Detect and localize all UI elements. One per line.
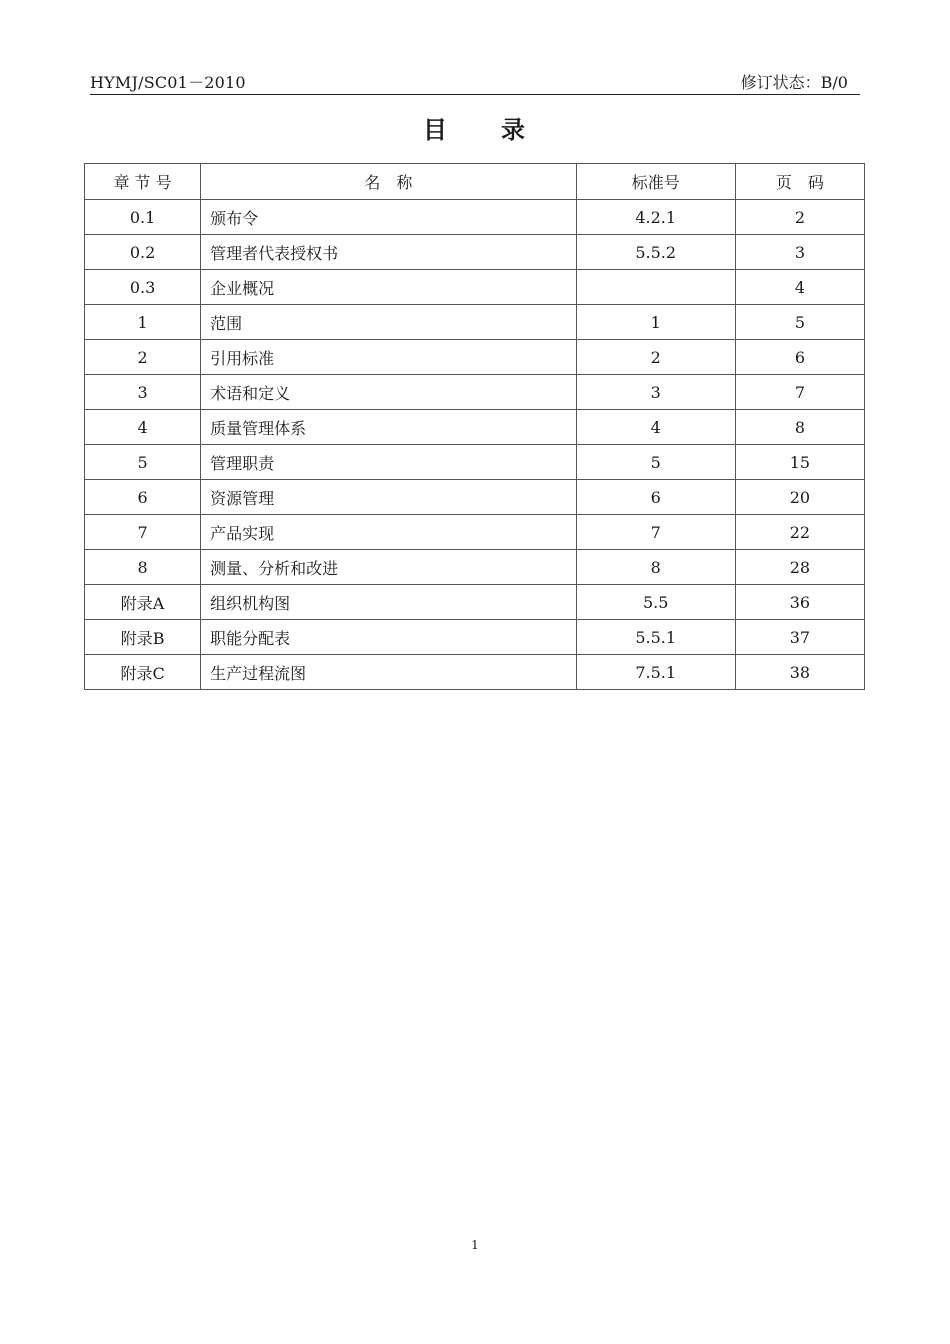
cell-name: 质量管理体系 bbox=[201, 410, 576, 445]
table-row bbox=[85, 480, 865, 515]
cell-page: 28 bbox=[735, 550, 864, 585]
table-row bbox=[85, 200, 865, 235]
page-header bbox=[90, 68, 860, 95]
cell-chapter: 4 bbox=[85, 410, 201, 445]
cell-name: 颁布令 bbox=[201, 200, 576, 235]
cell-page: 36 bbox=[735, 585, 864, 620]
cell-name: 管理职责 bbox=[201, 445, 576, 480]
toc-table bbox=[84, 163, 865, 690]
cell-chapter: 6 bbox=[85, 480, 201, 515]
table-row bbox=[85, 305, 865, 340]
cell-standard: 7.5.1 bbox=[576, 655, 735, 690]
table-row bbox=[85, 270, 865, 305]
page-title: 目 录 bbox=[423, 116, 527, 144]
cell-name: 生产过程流图 bbox=[201, 655, 576, 690]
cell-standard: 5.5.2 bbox=[576, 235, 735, 270]
cell-standard bbox=[576, 270, 735, 305]
cell-standard: 2 bbox=[576, 340, 735, 375]
cell-chapter: 2 bbox=[85, 340, 201, 375]
cell-standard: 3 bbox=[576, 375, 735, 410]
cell-chapter: 7 bbox=[85, 515, 201, 550]
cell-name: 产品实现 bbox=[201, 515, 576, 550]
table-row bbox=[85, 655, 865, 690]
cell-page: 4 bbox=[735, 270, 864, 305]
cell-name: 资源管理 bbox=[201, 480, 576, 515]
cell-page: 3 bbox=[735, 235, 864, 270]
table-row bbox=[85, 445, 865, 480]
document-code: HYMJ/SC01－2010 bbox=[90, 73, 246, 92]
page-number: 1 bbox=[471, 1238, 479, 1252]
table-row bbox=[85, 515, 865, 550]
cell-chapter: 0.3 bbox=[85, 270, 201, 305]
column-header-standard: 标准号 bbox=[576, 164, 735, 200]
cell-name: 术语和定义 bbox=[201, 375, 576, 410]
cell-standard: 7 bbox=[576, 515, 735, 550]
cell-page: 37 bbox=[735, 620, 864, 655]
cell-chapter: 附录C bbox=[85, 655, 201, 690]
table-row bbox=[85, 375, 865, 410]
cell-name: 职能分配表 bbox=[201, 620, 576, 655]
cell-page: 38 bbox=[735, 655, 864, 690]
cell-name: 测量、分析和改进 bbox=[201, 550, 576, 585]
table-header-row bbox=[85, 164, 865, 200]
cell-standard: 8 bbox=[576, 550, 735, 585]
revision-status: 修订状态：B/0 bbox=[740, 73, 848, 92]
cell-standard: 5 bbox=[576, 445, 735, 480]
table-row bbox=[85, 620, 865, 655]
cell-page: 6 bbox=[735, 340, 864, 375]
table-row bbox=[85, 410, 865, 445]
column-header-page: 页 码 bbox=[735, 164, 864, 200]
cell-chapter: 0.1 bbox=[85, 200, 201, 235]
cell-chapter: 5 bbox=[85, 445, 201, 480]
cell-name: 组织机构图 bbox=[201, 585, 576, 620]
cell-page: 22 bbox=[735, 515, 864, 550]
cell-chapter: 3 bbox=[85, 375, 201, 410]
column-header-chapter: 章 节 号 bbox=[85, 164, 201, 200]
cell-chapter: 附录A bbox=[85, 585, 201, 620]
cell-page: 20 bbox=[735, 480, 864, 515]
table-row bbox=[85, 585, 865, 620]
cell-page: 2 bbox=[735, 200, 864, 235]
cell-standard: 1 bbox=[576, 305, 735, 340]
column-header-name: 名 称 bbox=[201, 164, 576, 200]
cell-standard: 4 bbox=[576, 410, 735, 445]
cell-chapter: 8 bbox=[85, 550, 201, 585]
cell-page: 8 bbox=[735, 410, 864, 445]
table-row bbox=[85, 340, 865, 375]
cell-chapter: 附录B bbox=[85, 620, 201, 655]
cell-name: 范围 bbox=[201, 305, 576, 340]
cell-name: 企业概况 bbox=[201, 270, 576, 305]
cell-name: 管理者代表授权书 bbox=[201, 235, 576, 270]
cell-standard: 5.5 bbox=[576, 585, 735, 620]
cell-standard: 4.2.1 bbox=[576, 200, 735, 235]
cell-chapter: 1 bbox=[85, 305, 201, 340]
table-row bbox=[85, 550, 865, 585]
cell-name: 引用标准 bbox=[201, 340, 576, 375]
cell-page: 5 bbox=[735, 305, 864, 340]
cell-standard: 5.5.1 bbox=[576, 620, 735, 655]
cell-standard: 6 bbox=[576, 480, 735, 515]
cell-page: 15 bbox=[735, 445, 864, 480]
cell-page: 7 bbox=[735, 375, 864, 410]
table-row bbox=[85, 235, 865, 270]
cell-chapter: 0.2 bbox=[85, 235, 201, 270]
